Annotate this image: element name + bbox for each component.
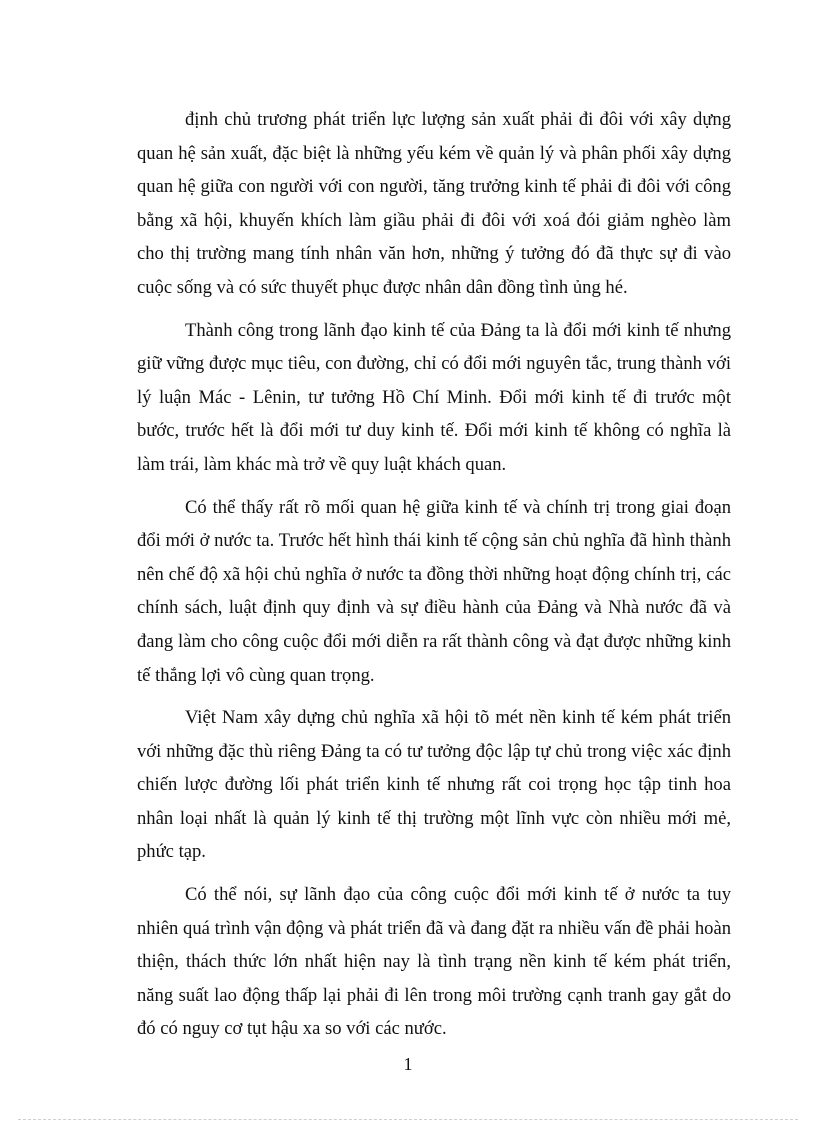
body-text <box>137 103 731 1055</box>
paragraph-2: Thành công trong lãnh đạo kinh tế của Đảng ta là đổi mới kinh tế nhưng giữ vững được mục tiêu, con đường, chỉ có đổi mới nguyên tắc, trung thành với lý luận Mác - Lênin, tư tưởng Hồ Chí Minh. Đổi mới kinh tế đi trước một bước, trước hết là đổi mới tư duy kinh tế. Đổi mới kinh tế không có nghĩa là làm trái, làm khác mà trở về quy luật khách quan. <box>137 319 731 475</box>
paragraph-1: định chủ trương phát triển lực lượng sản xuất phải đi đôi với xây dựng quan hệ sản xuất, đặc biệt là những yếu kém về quản lý và phân phối xây dựng quan hệ giữa con người với con người, tăng trưởng kinh tế phải đi đôi với công bằng xã hội, khuyến khích làm giầu phải đi đôi với xoá đói giảm nghèo làm cho thị trường mang tính nhân văn hơn, những ý tưởng đó đã thực sự đi vào cuộc sống và có sức thuyết phục được nhân dân đồng tình ủng hé. <box>137 109 731 298</box>
page-number: 1 <box>403 1054 413 1074</box>
page-edge-divider <box>18 1119 798 1120</box>
paragraph-3: Có thể thấy rất rõ mối quan hệ giữa kinh tế và chính trị trong giai đoạn đổi mới ở nước ta. Trước hết hình thái kinh tế cộng sản chủ nghĩa đã hình thành nên chế độ xã hội chủ nghĩa ở nước ta đồng thời những hoạt động chính trị, các chính sách, luật định quy định và sự điều hành của Đảng và Nhà nước đã và đang làm cho công cuộc đổi mới diễn ra rất thành công và đạt được những kinh tế thắng lợi vô cùng quan trọng. <box>137 496 731 686</box>
paragraph-5: Có thể nói, sự lãnh đạo của công cuộc đổi mới kinh tế ở nước ta tuy nhiên quá trình vận động và phát triển đã và đang đặt ra nhiều vấn đề phải hoàn thiện, thách thức lớn nhất hiện nay là tình trạng nền kinh tế kém phát triển, năng suất lao động thấp lại phải đi lên trong môi trường cạnh tranh gay gắt do đó có nguy cơ tụt hậu xa so với các nước. <box>137 884 731 1040</box>
paragraph-4: Việt Nam xây dựng chủ nghĩa xã hội tõ mét nền kinh tế kém phát triển với những đặc thù riêng Đảng ta có tư tưởng độc lập tự chủ trong việc xác định chiến lược đường lối phát triển kinh tế nhưng rất coi trọng học tập tinh hoa nhân loại nhất là quản lý kinh tế thị trường một lĩnh vực còn nhiều mới mẻ, phức tạp. <box>137 707 731 863</box>
